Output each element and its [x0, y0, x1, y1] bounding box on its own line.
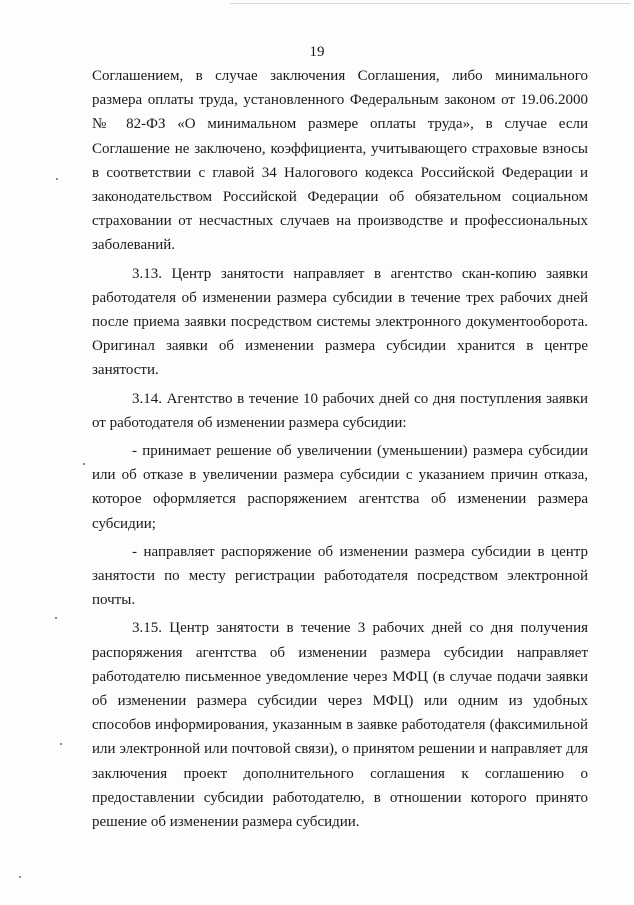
body-text — [92, 64, 588, 834]
paragraph-3-13: 3.13. Центр занятости направляет в агентство скан-копию заявки работодателя об изменении размера субсидии в течение трех рабочих дней после приема заявки посредством системы электронного документооборота. Оригинал заявки об изменении размера субсидии хранится в центре занятости. — [92, 265, 588, 379]
scan-speck — [56, 178, 58, 180]
paragraph-3-15: 3.15. Центр занятости в течение 3 рабочих дней со дня получения распоряжения агентства об изменении размера субсидии направляет работодателю письменное уведомление через МФЦ (в случае подачи заявки об изменении размера субсидии через МФЦ) или одним из удобных способов информирования, указанным в заявке работодателя (факсимильной или электронной или почтовой связи), о принятом решении и направляет для заключения проект дополнительного соглашения к соглашению о предоставлении субсидии работодателю, в отношении которого принято решение об изменении размера субсидии. — [92, 620, 588, 831]
page-number: 19 — [309, 44, 325, 60]
paragraph-continuation: Соглашением, в случае заключения Соглашения, либо минимального размера оплаты труда, установленного Федеральным законом от 19.06.2000 № 82-ФЗ «О минимальном размере оплаты труда», в случае если Соглашение не заключено, коэффициента, учитывающего страховые взносы в соответствии с главой 34 Налогового кодекса Российской Федерации и законодательством Российской Федерации об обязательном социальном страховании от несчастных случаев на производстве и профессиональных заболеваний. — [92, 68, 588, 254]
scan-speck — [55, 617, 57, 619]
scan-speck — [19, 876, 21, 878]
list-item-send-order: - направляет распоряжение об изменении размера субсидии в центр занятости по месту регистрации работодателя посредством электронной почты. — [92, 543, 588, 609]
scan-speck — [60, 743, 62, 745]
scan-edge-line — [230, 3, 630, 4]
list-item-decision: - принимает решение об увеличении (уменьшении) размера субсидии или об отказе в увеличении размера субсидии с указанием причин отказа, которое оформляется распоряжением агентства об изменении размера субсидии; — [92, 443, 588, 532]
scan-speck — [83, 463, 85, 465]
paragraph-3-14: 3.14. Агентство в течение 10 рабочих дней со дня поступления заявки от работодателя об изменении размера субсидии: — [92, 390, 588, 431]
